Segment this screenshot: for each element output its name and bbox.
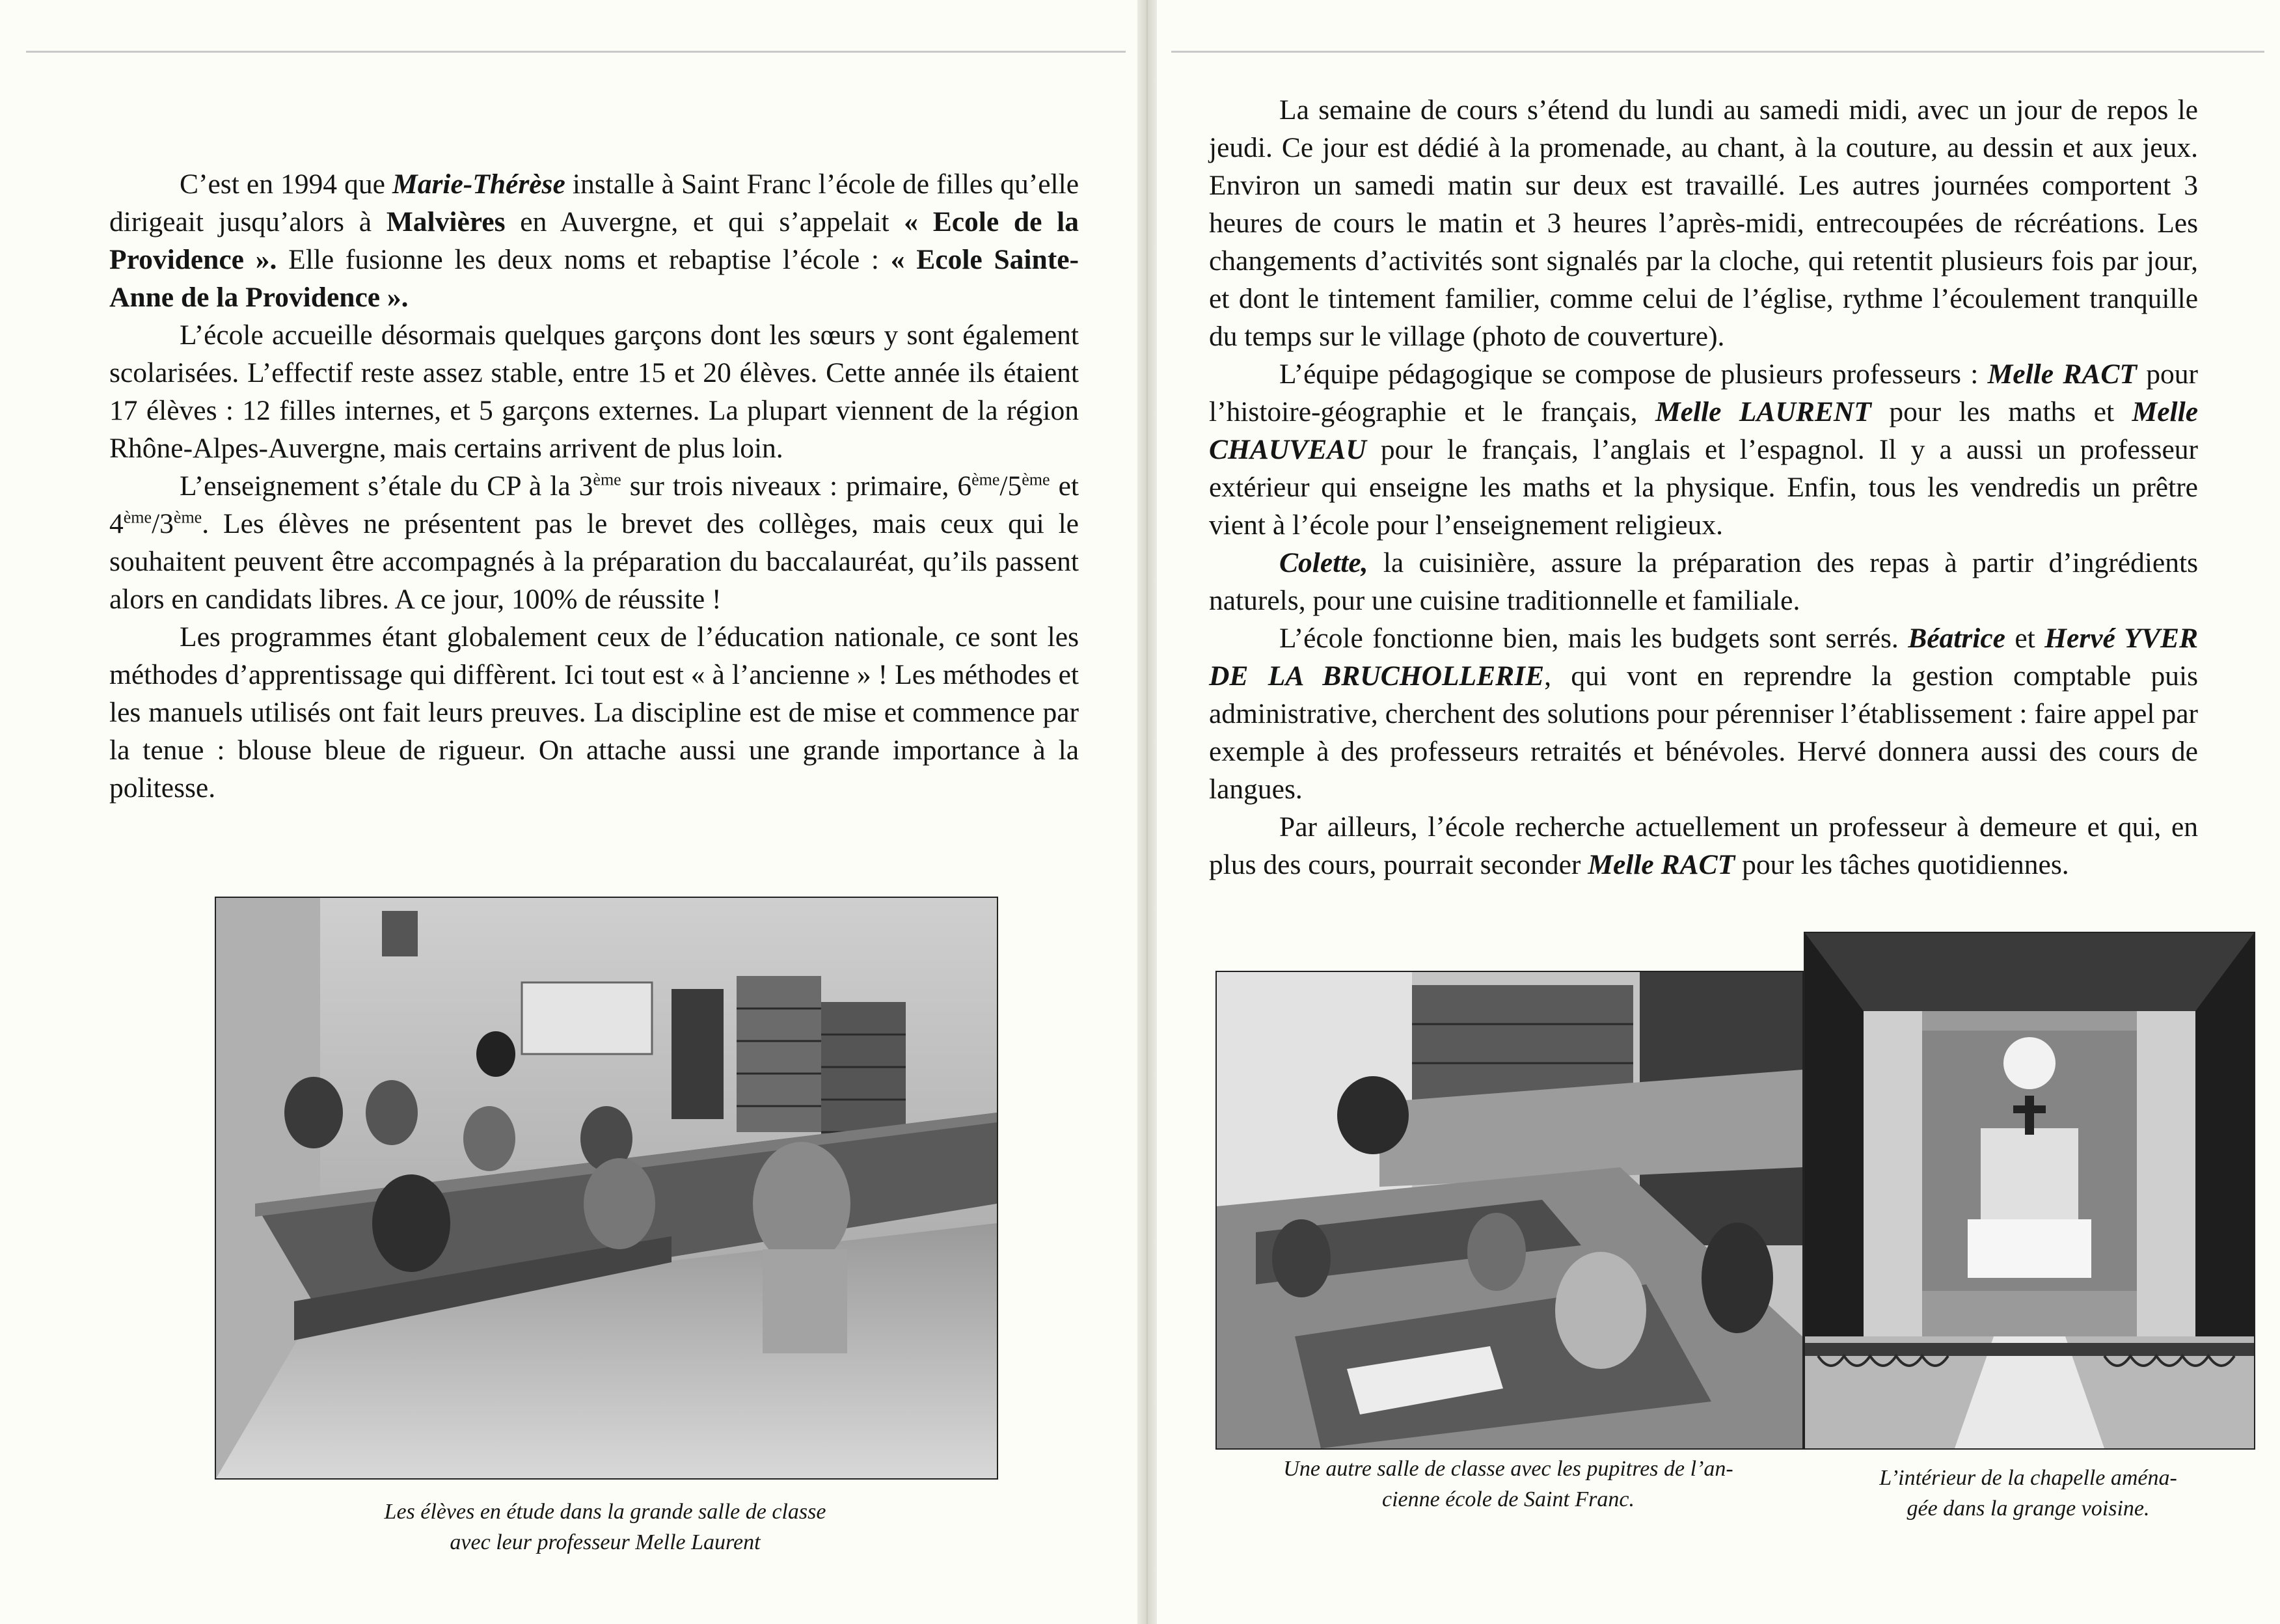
chapel-photo: [1804, 932, 2255, 1450]
classroom-photo: [215, 897, 998, 1480]
left-paragraph-2: L’école accueille désormais quelques garçons dont les sœurs y sont également scolarisées. L’effectif reste assez stable, entre 15 et 20 élèves. Cette année ils étaient 17 élèves : 12 filles internes, et 5 garçons externes. La plupart viennent de la région Rhône-Alpes-Auvergne, mais certains arrivent de plus loin.: [109, 319, 1079, 464]
right-paragraph-1: La semaine de cours s’étend du lundi au samedi midi, avec un jour de repos le jeudi. Ce jour est dédié à la promenade, au chant, à la couture, au dessin et aux jeux. Environ un samedi matin sur deux est travaillé. Les autres journées comportent 3 heures de cours le matin et 3 heures l’après-midi, entrecoupées de récréations. Les changements d’activités sont signalés par la cloche, qui retentit plusieurs fois par jour, et dont le tintement familier, comme celui de l’église, rythme l’écoulement tranquille du temps sur le village (photo de couverture).: [1209, 94, 2198, 352]
top-rule-left: [26, 51, 1126, 53]
desks-caption: Une autre salle de classe avec les pupitres de l’an- cienne école de Saint Franc.: [1283, 1457, 1733, 1511]
person-name: Marie-Thérèse: [392, 169, 565, 200]
desks-photo: [1215, 971, 1804, 1450]
top-rule-right: [1171, 51, 2264, 53]
chapel-caption: L’intérieur de la chapelle aména- gée dans la grange voisine.: [1879, 1466, 2177, 1521]
teacher-name: Melle RACT: [1588, 849, 1735, 880]
school-old-name: « Ecole de la Providence ».: [109, 206, 1079, 275]
right-article: [1209, 91, 2198, 884]
left-article: [109, 165, 1079, 807]
binding-gutter: [1137, 0, 1157, 1624]
person-name: Hervé YVER DE LA BRUCHOLLERIE: [1209, 623, 2199, 692]
left-paragraph-1: C’est en 1994 que Marie-Thérèse installe à Saint Franc l’école de filles qu’elle dirigeait jusqu’alors à Malvières en Auvergne, et qui s’appelait « Ecole de la Providence ». Elle fusionne les deux noms et rebaptise l’école : « Ecole Sainte-Anne de la Providence ».: [109, 169, 1079, 313]
right-paragraph-4: L’école fonctionne bien, mais les budgets sont serrés. Béatrice et Hervé YVER DE LA BRUCHOLLERIE, qui vont en reprendre la gestion comptable puis administrative, cherchent des solutions pour pérenniser l’établissement : faire appel par exemple à des professeurs retraités et bénévoles. Hervé donnera aussi des cours de langues.: [1209, 623, 2199, 805]
place-name: Malvières: [386, 206, 506, 237]
teacher-name: Melle LAURENT: [1655, 396, 1871, 427]
left-paragraph-4: Les programmes étant globalement ceux de l’éducation nationale, ce sont les méthodes d’apprentissage qui diffèrent. Ici tout est « à l’ancienne » ! Les méthodes et les manuels utilisés ont fait leurs preuves. La discipline est de mise et commence par la tenue : blouse bleue de rigueur. On attache aussi une grande importance à la politesse.: [109, 621, 1079, 804]
person-name: Béatrice: [1908, 623, 2005, 654]
right-paragraph-2: L’équipe pédagogique se compose de plusieurs professeurs : Melle RACT pour l’histoire-géographie et le français, Melle LAURENT pour les maths et Melle CHAUVEAU pour le français, l’anglais et l’espagnol. Il y a aussi un professeur extérieur qui enseigne les maths et la physique. Enfin, tous les vendredis un prêtre vient à l’école pour l’enseignement religieux.: [1209, 359, 2198, 541]
right-paragraph-5: Par ailleurs, l’école recherche actuellement un professeur à demeure et qui, en plus des cours, pourrait seconder Melle RACT pour les tâches quotidiennes.: [1209, 811, 2198, 880]
classroom-caption: Les élèves en étude dans la grande salle de classe avec leur professeur Melle Laurent: [384, 1500, 826, 1554]
teacher-name: Melle RACT: [1987, 359, 2137, 390]
school-new-name: « Ecole Sainte-Anne de la Providence ».: [109, 244, 1079, 313]
left-paragraph-3: L’enseignement s’étale du CP à la 3ème sur trois niveaux : primaire, 6ème/5ème et 4ème/3ème. Les élèves ne présentent pas le brevet des collèges, mais ceux qui le souhaitent peuvent être accompagnés à la préparation du baccalauréat, qu’ils passent alors en candidats libres. A ce jour, 100% de réussite !: [109, 470, 1079, 615]
teacher-name: Melle CHAUVEAU: [1209, 396, 2198, 465]
right-paragraph-3: Colette, la cuisinière, assure la préparation des repas à partir d’ingrédients naturels, pour une cuisine traditionnelle et familiale.: [1209, 547, 2198, 616]
cook-name: Colette,: [1279, 547, 1368, 578]
